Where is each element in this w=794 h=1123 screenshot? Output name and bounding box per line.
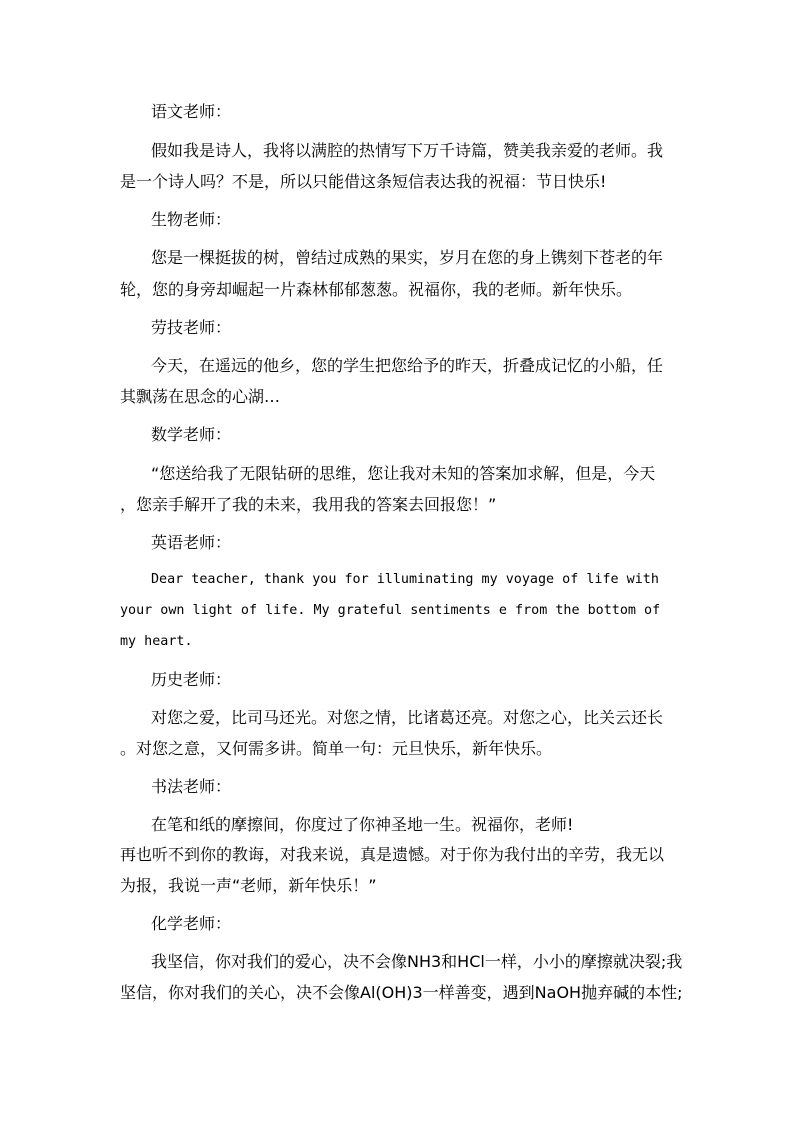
section-heading-history-teacher: 历史老师：	[151, 670, 232, 689]
paragraph-line: 对您之爱，比司马还光。对您之情，比诸葛还亮。对您之心，比关云还长	[151, 708, 664, 727]
paragraph-line: ，您亲手解开了我的未来，我用我的答案去回报您！”	[120, 495, 497, 514]
section-heading-english-teacher: 英语老师：	[151, 533, 232, 552]
paragraph-line: 假如我是诗人，我将以满腔的热情写下万千诗篇，赞美我亲爱的老师。我	[151, 141, 664, 160]
paragraph-line: 为报，我说一声“老师，新年快乐！”	[120, 876, 377, 895]
paragraph-line: my heart.	[120, 634, 193, 649]
section-heading-biology-teacher: 生物老师：	[151, 210, 232, 229]
section-heading-math-teacher: 数学老师：	[151, 425, 232, 444]
section-heading-chemistry-teacher: 化学老师：	[151, 914, 232, 933]
paragraph-line: your own light of life. My grateful sentiments e from the bottom of	[120, 603, 661, 618]
section-heading-labor-teacher: 劳技老师：	[151, 318, 232, 337]
paragraph-line: 您是一棵挺拔的树，曾结过成熟的果实，岁月在您的身上镌刻下苍老的年	[151, 248, 664, 267]
section-heading-calligraphy-teacher: 书法老师：	[151, 777, 232, 796]
paragraph-line: 今天，在遥远的他乡，您的学生把您给予的昨天，折叠成记忆的小船，任	[151, 356, 664, 375]
paragraph-line: 坚信，你对我们的关心，决不会像Al(OH)3一样善变，遇到NaOH抛弃碱的本性;	[120, 983, 683, 1002]
paragraph-line: Dear teacher, thank you for illuminating my voyage of life with	[151, 572, 659, 587]
paragraph-line: 我坚信，你对我们的爱心，决不会像NH3和HCl一样，小小的摩擦就决裂;我	[151, 952, 683, 971]
paragraph-line: 轮，您的身旁却崛起一片森林郁郁葱葱。祝福你，我的老师。新年快乐。	[120, 280, 633, 299]
paragraph-line: 是一个诗人吗？不是，所以只能借这条短信表达我的祝福：节日快乐!	[120, 172, 607, 191]
paragraph-line: 再也听不到你的教诲，对我来说，真是遗憾。对于你为我付出的辛劳，我无以	[120, 845, 665, 864]
paragraph-line: 在笔和纸的摩擦间，你度过了你神圣地一生。祝福你，老师!	[151, 815, 574, 834]
section-heading-chinese-teacher: 语文老师：	[151, 102, 232, 121]
paragraph-line: 。对您之意，又何需多讲。简单一句：元旦快乐，新年快乐。	[120, 739, 553, 758]
paragraph-line: “您送给我了无限钻研的思维，您让我对未知的答案加求解，但是，今天	[151, 464, 656, 483]
paragraph-line: 其飘荡在思念的心湖…	[120, 387, 281, 406]
